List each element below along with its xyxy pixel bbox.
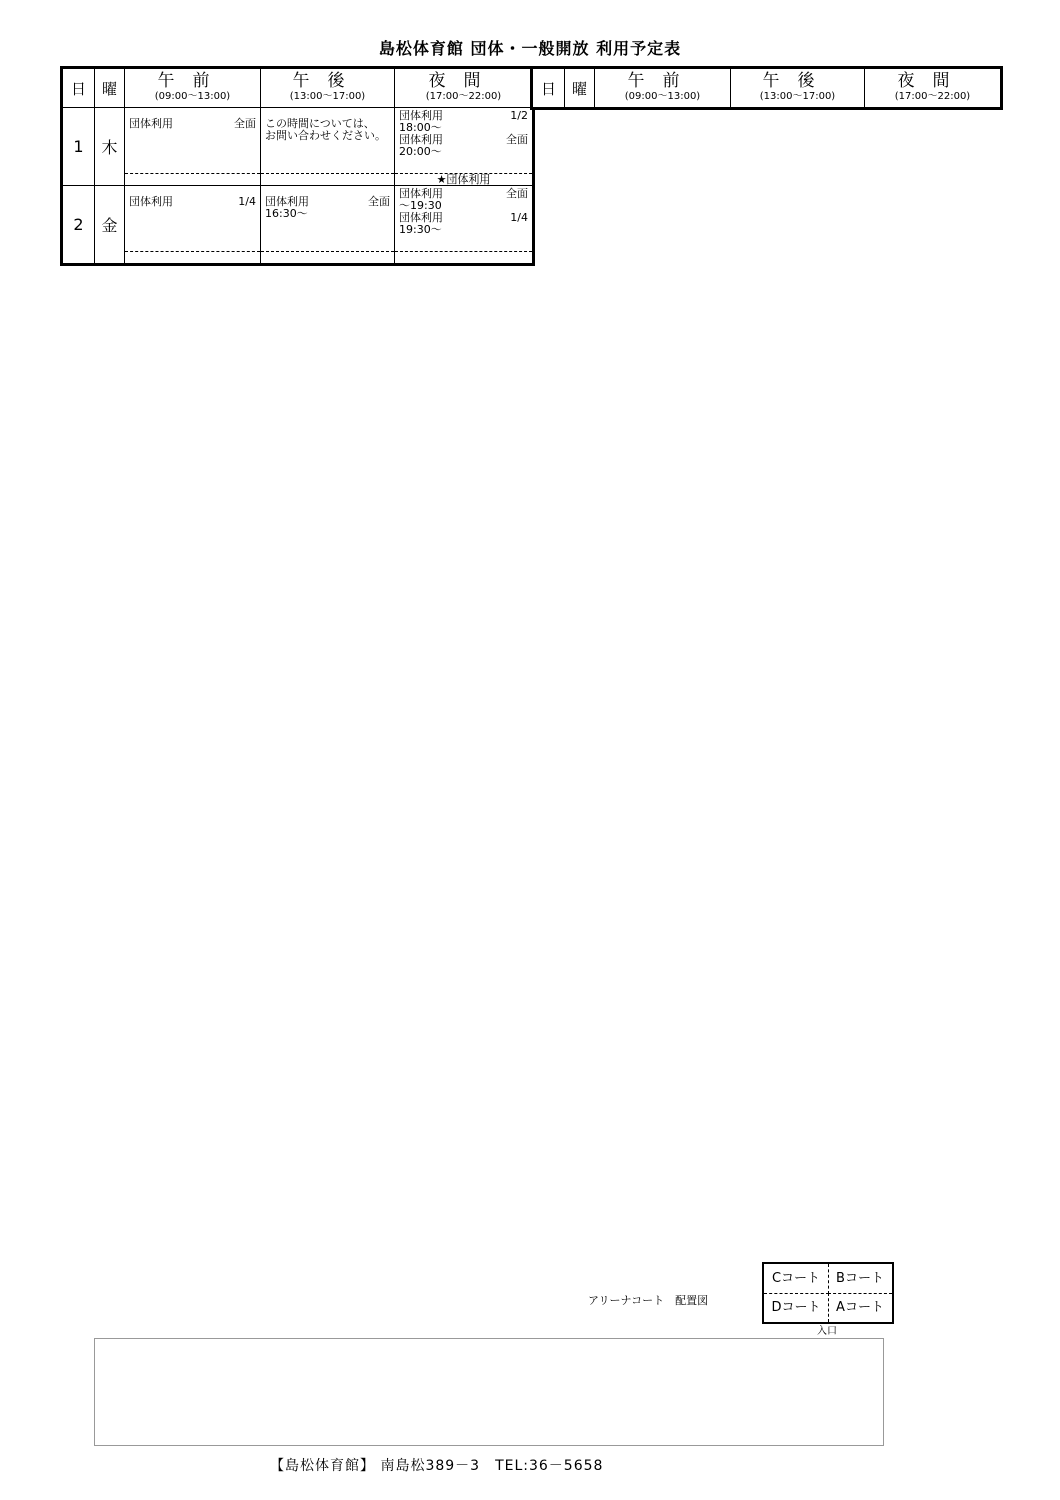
slot-content <box>395 186 532 263</box>
header-pm: 午後 (13:00～17:00) <box>261 68 395 108</box>
court-c: Cコート <box>764 1264 829 1294</box>
cell-footer <box>261 173 394 185</box>
cell-line <box>399 146 528 158</box>
cell-footer <box>395 251 532 263</box>
cell-line <box>129 196 256 208</box>
slot-content <box>125 108 260 185</box>
header-ev: 夜間 (17:00～22:00) <box>395 68 534 108</box>
cell-line <box>265 130 390 142</box>
footer-contact: 【島松体育館】 南島松389－3 TEL:36－5658 <box>270 1458 604 1474</box>
cell-text: 団体利用 <box>399 187 443 200</box>
slot-text <box>395 108 532 158</box>
slot-content <box>261 108 394 185</box>
cell-footer <box>125 173 260 185</box>
header-row <box>532 68 1002 109</box>
cell-ratio: 1/4 <box>510 211 528 224</box>
cell-ratio: 全面 <box>368 195 390 208</box>
day-row <box>62 186 534 265</box>
slot-text <box>261 108 394 142</box>
cell-line <box>129 118 256 130</box>
cell-ratio: 全面 <box>506 187 528 200</box>
slot-text <box>125 108 260 130</box>
cell-text: 団体利用 <box>399 211 443 224</box>
cell-line <box>399 224 528 236</box>
cell-text: 団体利用 <box>265 195 309 208</box>
slot-cell-pm <box>261 186 395 265</box>
cell-ratio: 全面 <box>234 117 256 130</box>
cell-line <box>265 208 390 220</box>
slot-content <box>395 108 532 185</box>
day-number: 1 <box>62 108 95 186</box>
slot-content <box>261 186 394 263</box>
cell-ratio: 1/2 <box>510 109 528 122</box>
slot-text <box>395 186 532 236</box>
header-am: 午前 (09:00～13:00) <box>125 68 261 108</box>
header-ev: 夜間 (17:00～22:00) <box>865 68 1002 109</box>
cell-text: 団体利用 <box>399 133 443 146</box>
cell-text: ～19:30 <box>399 199 442 212</box>
header-am: 午前 (09:00～13:00) <box>595 68 731 109</box>
entrance-label: 入口 <box>817 1326 837 1337</box>
slot-content <box>125 186 260 263</box>
notes-box <box>94 1338 884 1446</box>
cell-footer: ★団体利用 <box>395 173 532 185</box>
slot-cell-am <box>125 108 261 186</box>
cell-text: 団体利用 <box>129 117 173 130</box>
header-dow: 曜 <box>565 68 595 109</box>
slot-cell-pm <box>261 108 395 186</box>
cell-footer <box>125 251 260 263</box>
cell-ratio: 全面 <box>506 133 528 146</box>
header-pm: 午後 (13:00～17:00) <box>731 68 865 109</box>
header-dow: 曜 <box>95 68 125 108</box>
header-day: 日 <box>532 68 565 109</box>
day-row <box>62 108 534 186</box>
header-row <box>62 68 534 108</box>
schedule-table-left <box>60 66 535 266</box>
slot-cell-am <box>125 186 261 265</box>
arena-layout-label: アリーナコート 配置図 <box>588 1294 709 1307</box>
header-day: 日 <box>62 68 95 108</box>
court-a: Aコート <box>836 1300 884 1315</box>
cell-text: 団体利用 <box>129 195 173 208</box>
day-of-week: 金 <box>95 186 125 265</box>
slot-cell-ev <box>395 108 534 186</box>
cell-ratio: 1/4 <box>238 195 256 208</box>
schedule-table-right <box>530 66 1003 110</box>
court-b: Bコート <box>828 1264 892 1294</box>
slot-text <box>125 186 260 208</box>
page-title: 島松体育館 団体・一般開放 利用予定表 <box>378 39 682 58</box>
cell-footer <box>261 251 394 263</box>
cell-text: 16:30～ <box>265 207 308 220</box>
cell-text: 20:00～ <box>399 145 442 158</box>
cell-text: 団体利用 <box>399 109 443 122</box>
slot-text <box>261 186 394 220</box>
cell-text: 18:00～ <box>399 121 442 134</box>
cell-text: この時間については、 <box>265 117 375 130</box>
slot-cell-ev <box>395 186 534 265</box>
arena-court-diagram <box>762 1262 894 1324</box>
court-d: Dコート <box>764 1293 829 1322</box>
cell-text: 19:30～ <box>399 223 442 236</box>
day-number: 2 <box>62 186 95 265</box>
day-of-week: 木 <box>95 108 125 186</box>
cell-text: お問い合わせください。 <box>265 129 386 142</box>
